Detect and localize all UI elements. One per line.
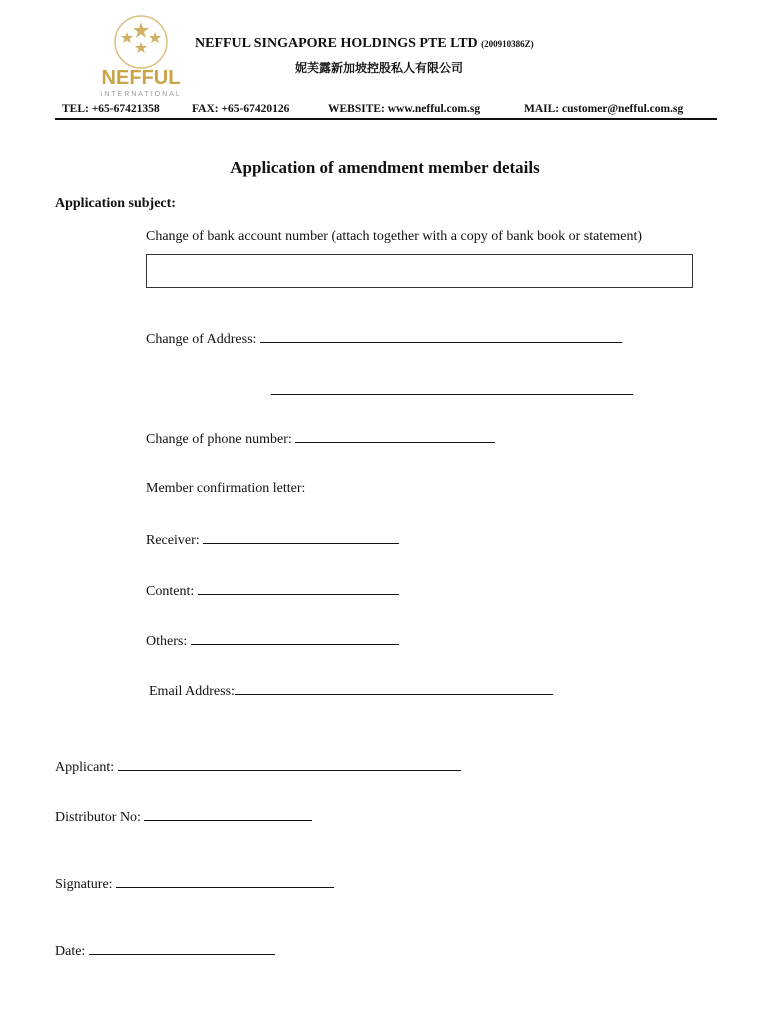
address-label: Change of Address: — [146, 332, 257, 347]
bank-account-label: Change of bank account number (attach together with a copy of bank book or statement) — [146, 229, 643, 244]
date-label: Date: — [55, 944, 86, 959]
others-line[interactable] — [191, 632, 399, 645]
mail-info: MAIL: customer@nefful.com.sg — [524, 103, 684, 115]
applicant-label: Applicant: — [55, 760, 115, 775]
receiver-line[interactable] — [203, 531, 399, 544]
signature-label: Signature: — [55, 877, 113, 892]
distributor-label: Distributor No: — [55, 810, 141, 825]
logo-wordmark: NEFFUL — [101, 67, 181, 89]
distributor-line[interactable] — [144, 808, 312, 821]
address-field — [146, 330, 622, 348]
company-name: NEFFUL SINGAPORE HOLDINGS PTE LTD — [195, 36, 478, 51]
phone-field — [146, 430, 495, 448]
logo-subtext: INTERNATIONAL — [100, 91, 182, 98]
distributor-field — [55, 808, 312, 826]
tel-info: TEL: +65-67421358 — [62, 103, 160, 115]
confirmation-letter-label: Member confirmation letter: — [146, 481, 306, 496]
company-name-chinese: 妮芙露新加坡控股私人有限公司 — [295, 61, 464, 75]
date-field — [55, 942, 275, 960]
phone-line[interactable] — [295, 430, 495, 443]
date-line[interactable] — [89, 942, 275, 955]
content-label: Content: — [146, 584, 195, 599]
receiver-label: Receiver: — [146, 533, 200, 548]
company-logo — [93, 12, 189, 102]
company-name-line — [195, 36, 534, 52]
signature-field — [55, 875, 334, 893]
bank-account-input[interactable] — [146, 254, 693, 288]
email-field — [149, 682, 553, 700]
phone-label: Change of phone number: — [146, 432, 292, 447]
website-info: WEBSITE: www.nefful.com.sg — [328, 103, 481, 115]
applicant-line[interactable] — [118, 758, 461, 771]
signature-line[interactable] — [116, 875, 334, 888]
application-subject-label: Application subject: — [55, 196, 176, 211]
others-label: Others: — [146, 634, 188, 649]
content-line[interactable] — [198, 582, 399, 595]
address-line-2[interactable] — [271, 394, 633, 395]
registration-number: (200910386Z) — [481, 39, 534, 49]
email-label: Email Address: — [149, 684, 235, 699]
others-field — [146, 632, 399, 650]
applicant-field — [55, 758, 461, 776]
email-line[interactable] — [235, 682, 553, 695]
header-divider — [55, 118, 717, 120]
fax-info: FAX: +65-67420126 — [192, 103, 290, 115]
address-line-1[interactable] — [260, 330, 622, 343]
receiver-field — [146, 531, 399, 549]
form-title: Application of amendment member details — [230, 158, 540, 177]
content-field — [146, 582, 399, 600]
